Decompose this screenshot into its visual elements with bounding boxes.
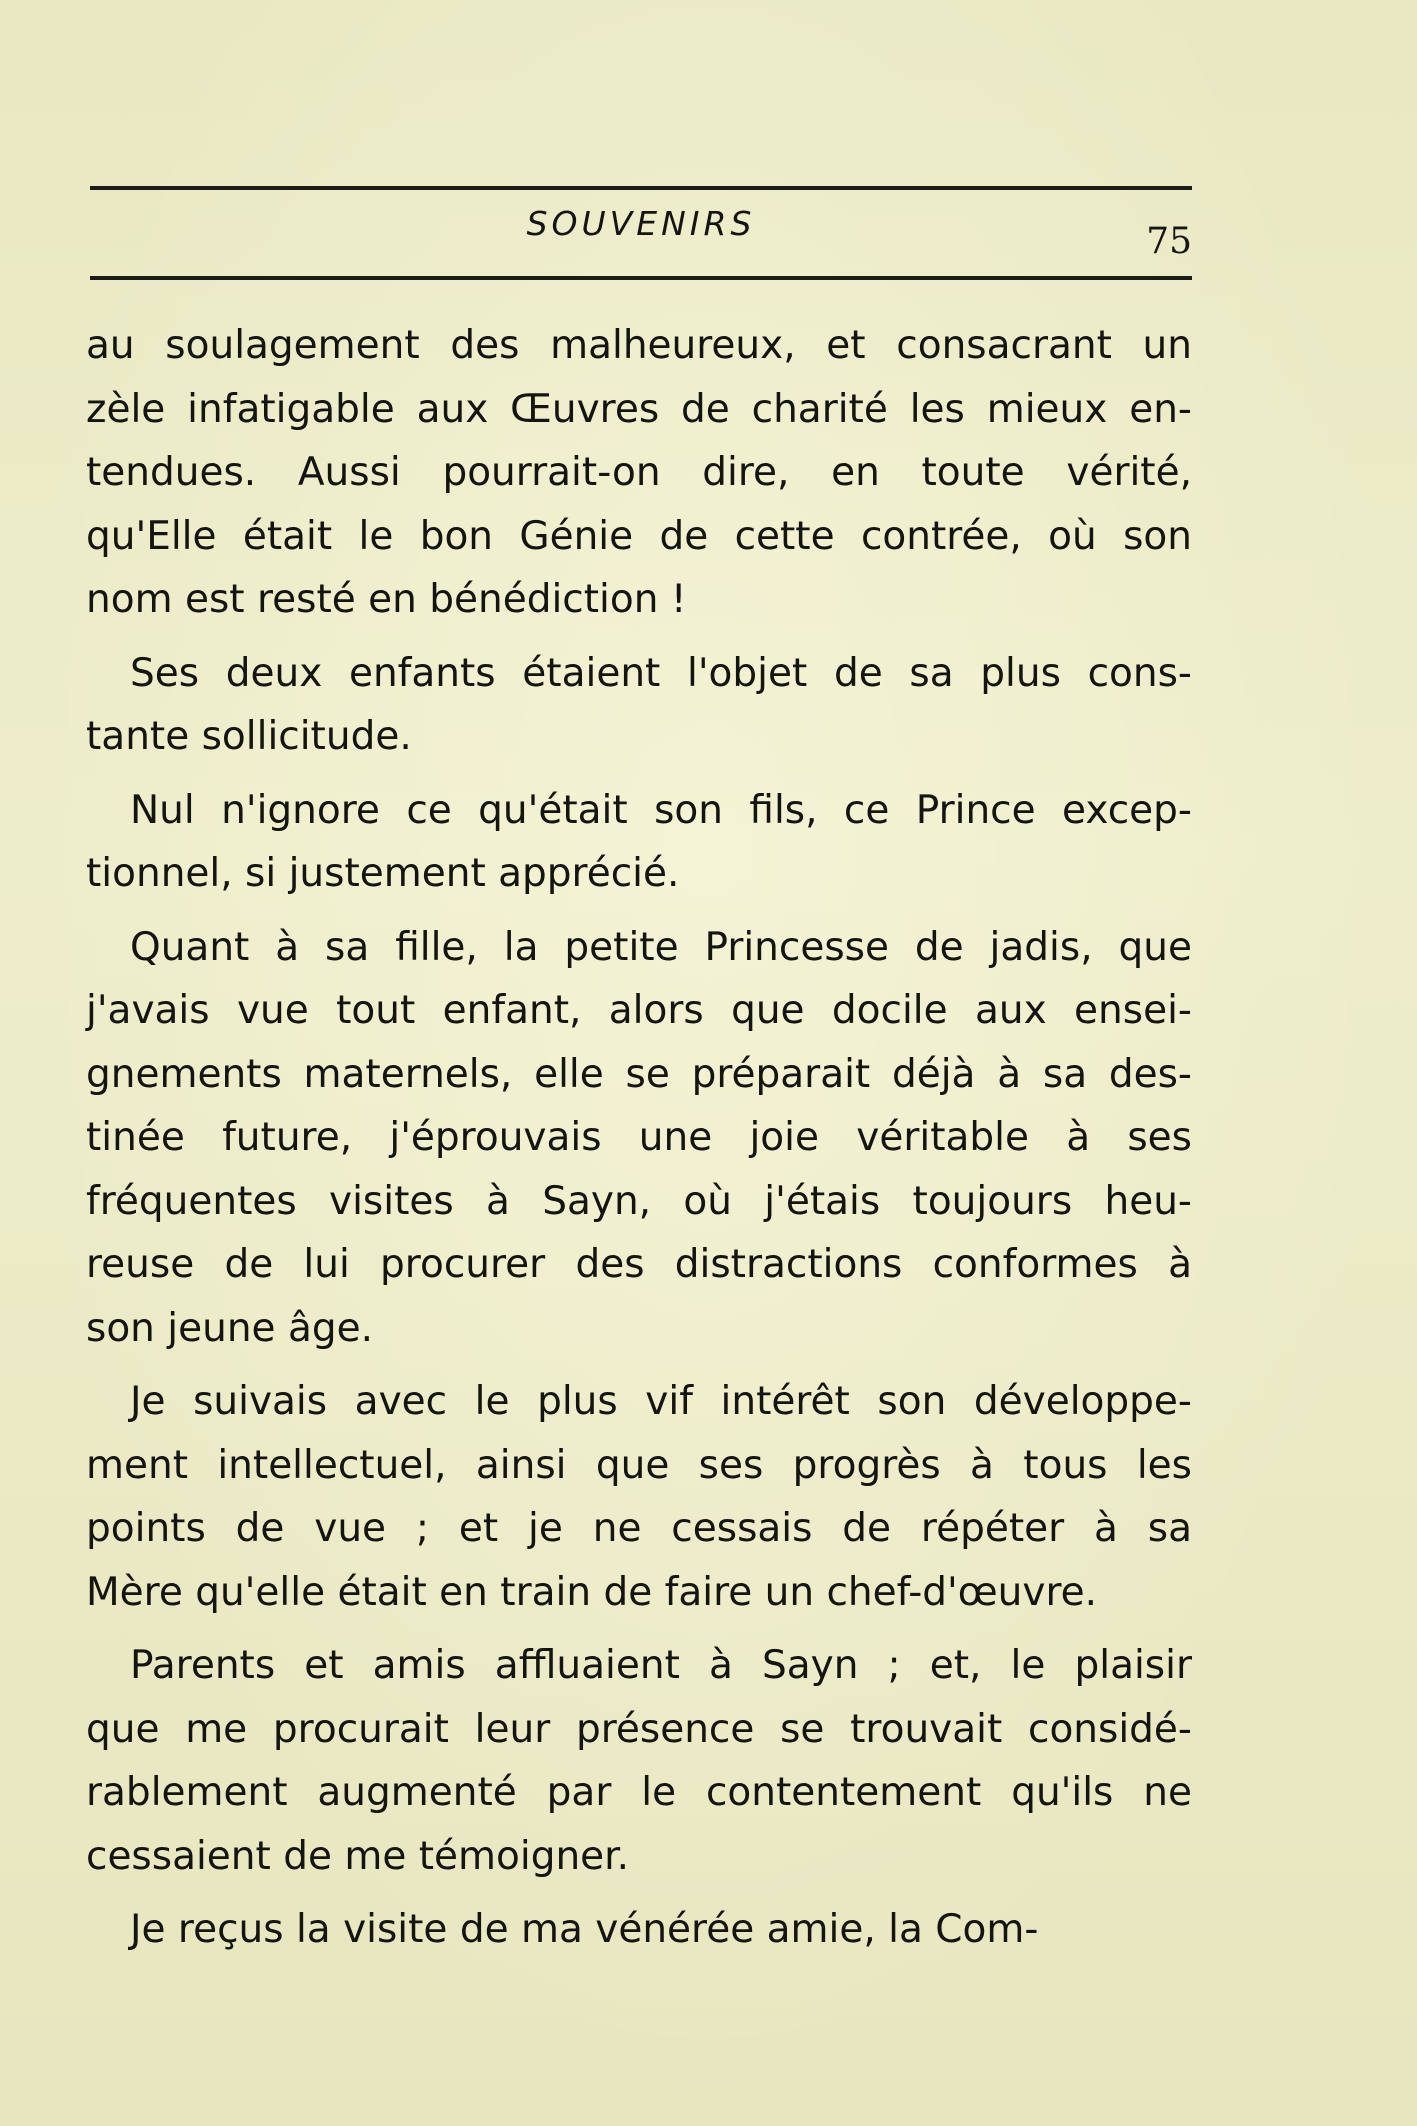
paragraph (86, 779, 1192, 906)
text-line: tante sollicitude. (86, 714, 412, 759)
text-line: gnements maternels, elle se préparait déjà à sa des- (86, 1051, 1192, 1097)
text-line: qu'Elle était le bon Génie de cette contrée, où son (86, 513, 1192, 559)
paragraph (86, 642, 1192, 769)
text-line: son jeune âge. (86, 1305, 373, 1351)
text-line: tinée future, j'éprouvais une joie véritable à ses (86, 1115, 1192, 1160)
text-line: Je reçus la visite de ma vénérée amie, la Com- (130, 1907, 1039, 1952)
text-line: j'avais vue tout enfant, alors que docile aux ensei- (86, 988, 1192, 1033)
text-line: tionnel, si justement apprécié. (86, 851, 680, 896)
text-line: Quant à sa fille, la petite Princesse de jadis, que (130, 924, 1192, 970)
paragraph (86, 1370, 1192, 1624)
page-number: 75 (1146, 221, 1192, 262)
text-line: nom est resté en bénédiction ! (86, 577, 687, 622)
header-rule-top (90, 186, 1192, 190)
text-line: que me procurait leur présence se trouvait considé- (86, 1706, 1192, 1752)
paragraph (86, 1898, 1192, 1962)
text-line: Parents et amis affluaient à Sayn ; et, le plaisir (130, 1643, 1192, 1688)
text-line: rablement augmenté par le contentement qu'ils ne (86, 1770, 1192, 1815)
text-line: Ses deux enfants étaient l'objet de sa plus cons- (130, 650, 1192, 696)
text-line: Nul n'ignore ce qu'était son fils, ce Prince excep- (130, 787, 1192, 833)
text-line: fréquentes visites à Sayn, où j'étais toujours heu- (86, 1178, 1192, 1224)
body-text (86, 314, 1192, 1972)
text-line: zèle infatigable aux Œuvres de charité les mieux en- (86, 386, 1192, 432)
text-line: au soulagement des malheureux, et consacrant un (86, 323, 1192, 368)
text-line: cessaient de me témoigner. (86, 1833, 630, 1879)
paragraph (86, 314, 1192, 632)
paragraph (86, 916, 1192, 1361)
text-line: Je suivais avec le plus vif intérêt son développe- (130, 1379, 1192, 1424)
text-line: reuse de lui procurer des distractions conformes à (86, 1242, 1192, 1287)
text-line: ment intellectuel, ainsi que ses progrès à tous les (86, 1442, 1192, 1488)
text-line: tendues. Aussi pourrait-on dire, en toute vérité, (86, 450, 1192, 495)
paragraph (86, 1634, 1192, 1888)
header-rule-bottom (90, 276, 1192, 280)
text-line: points de vue ; et je ne cessais de répéter à sa (86, 1506, 1192, 1551)
running-head: SOUVENIRS (526, 204, 756, 243)
text-line: Mère qu'elle était en train de faire un chef-d'œuvre. (86, 1569, 1098, 1615)
